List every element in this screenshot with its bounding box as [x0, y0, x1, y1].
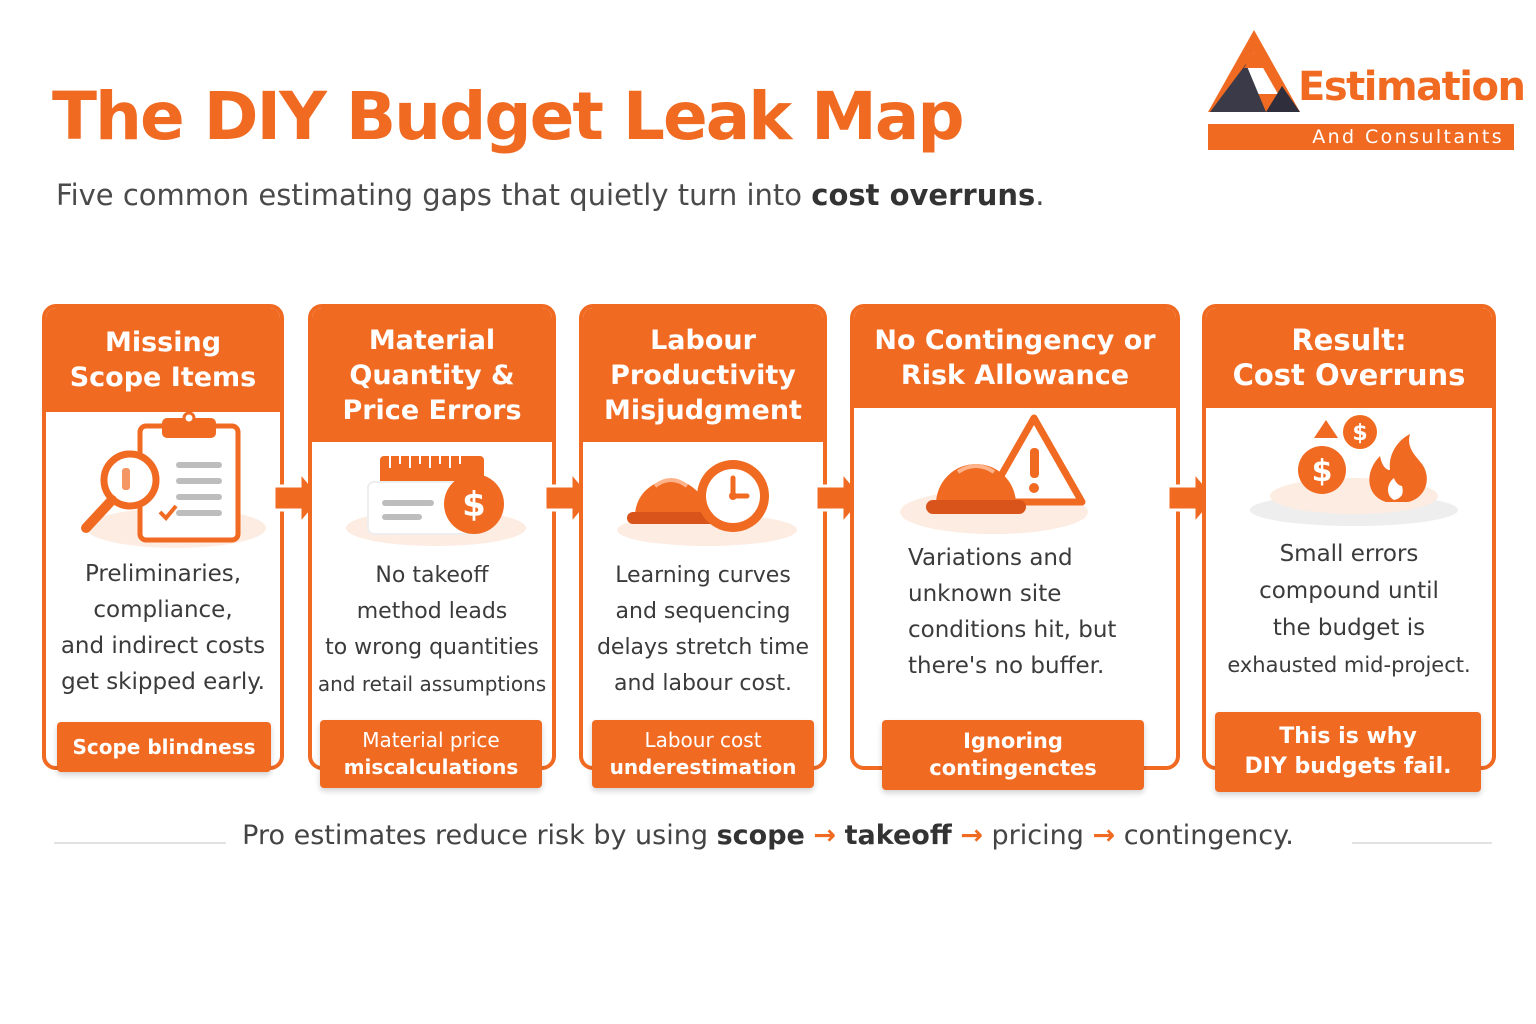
card-title-line: Cost Overruns: [1232, 358, 1466, 392]
svg-text:$: $: [1311, 454, 1333, 489]
card-title-line: Missing: [104, 327, 222, 358]
card-title-line: Risk Allowance: [900, 360, 1130, 391]
card-text-line: method leads: [356, 599, 508, 624]
arrow-right-icon: →: [813, 820, 837, 851]
clipboard-magnifier-icon: [66, 412, 266, 552]
badge-text: underestimation: [609, 755, 797, 779]
badge-text: miscalculations: [343, 755, 519, 779]
svg-text:$: $: [462, 485, 486, 525]
card-badge: [320, 720, 542, 788]
card-text-line: to wrong quantities: [325, 635, 539, 660]
card-title-line: Misjudgment: [604, 394, 802, 426]
dollar-fire-icon: [1226, 408, 1486, 536]
card-text-line: and indirect costs: [60, 633, 266, 659]
badge-text: Material price: [362, 728, 500, 752]
card-cost-overruns: [1202, 304, 1496, 770]
card-title: [46, 308, 280, 412]
card-text-line: unknown site: [908, 581, 1062, 607]
card-badge: [882, 720, 1144, 790]
card-title-line: Material: [368, 324, 496, 356]
footer-step: pricing: [991, 820, 1084, 851]
footer-step: takeoff: [844, 820, 952, 851]
card-description: [312, 554, 552, 702]
card-description: [1206, 536, 1492, 684]
card-description: [46, 552, 280, 700]
card-icon-area: [46, 412, 280, 552]
card-text-line: conditions hit, but: [908, 617, 1117, 643]
logo-tagline: And Consultants: [1208, 124, 1514, 150]
card-missing-scope: [42, 304, 284, 770]
card-text-line: Small errors: [1279, 541, 1419, 567]
page-title: The DIY Budget Leak Map: [52, 78, 963, 155]
card-badge: [57, 722, 271, 772]
card-icon-area: [1206, 408, 1492, 536]
card-icon-area: [854, 408, 1176, 540]
card-text-line: and sequencing: [615, 599, 791, 624]
badge-text: This is why: [1279, 724, 1417, 749]
card-title-line: Result:: [1291, 323, 1407, 357]
card-no-contingency: [850, 304, 1180, 770]
badge-text: DIY budgets fail.: [1244, 754, 1452, 779]
card-text-line: Preliminaries,: [84, 561, 242, 587]
hardhat-warning-icon: [884, 408, 1144, 540]
card-text-line: and labour cost.: [613, 671, 793, 696]
svg-text:$: $: [1352, 421, 1368, 446]
card-text-line: Variations and: [908, 545, 1073, 571]
card-icon-area: [312, 442, 552, 554]
subtitle-end: .: [1035, 178, 1045, 212]
arrow-right-icon: →: [960, 820, 983, 851]
card-labour-productivity: [579, 304, 827, 770]
badge-text: contingenctes: [929, 756, 1097, 780]
card-text-line: delays stretch time: [596, 635, 810, 660]
triangle-mountain-logo-icon: [1206, 28, 1306, 118]
hardhat-clock-icon: [595, 442, 815, 554]
card-text-line: compound until: [1259, 578, 1439, 604]
card-title: [1206, 308, 1492, 408]
subtitle-emphasis: cost overruns: [811, 178, 1036, 212]
card-description: [583, 554, 823, 702]
card-badge: [592, 720, 814, 788]
footer-text: Pro estimates reduce risk by using: [242, 820, 717, 851]
ruler-dollar-coin-icon: [324, 442, 544, 554]
subtitle-text: Five common estimating gaps that quietly turn into: [56, 178, 812, 212]
card-badge: [1215, 712, 1481, 792]
card-text-line: exhausted mid-project.: [1227, 653, 1471, 677]
card-description: [854, 540, 1176, 684]
card-title-line: Labour: [650, 324, 756, 356]
card-text-line: No takeoff: [375, 563, 489, 588]
company-logo: [1206, 28, 1525, 152]
card-title: [312, 308, 552, 442]
badge-text: Labour cost: [644, 728, 762, 752]
card-title: [583, 308, 823, 442]
card-text-line: get skipped early.: [61, 669, 265, 695]
card-text-line: Learning curves: [615, 563, 791, 588]
footer-step: scope: [716, 820, 805, 851]
card-text-line: compliance,: [93, 597, 233, 623]
arrow-right-icon: →: [1092, 820, 1116, 851]
card-title-line: No Contingency or: [874, 325, 1156, 356]
card-text-line: the budget is: [1272, 615, 1426, 641]
card-title-line: Productivity: [610, 359, 796, 391]
footer-summary: [0, 820, 1536, 851]
card-material-errors: [308, 304, 556, 770]
card-title-line: Scope Items: [69, 362, 257, 393]
card-icon-area: [583, 442, 823, 554]
page-subtitle: [56, 178, 1044, 212]
card-title: [854, 308, 1176, 408]
card-title-line: Quantity &: [349, 359, 515, 391]
card-text-line: and retail assumptions: [317, 672, 547, 696]
card-text-line: there's no buffer.: [908, 653, 1105, 679]
badge-text: Scope blindness: [72, 734, 256, 759]
card-title-line: Price Errors: [342, 394, 522, 426]
logo-name: Estimation: [1298, 64, 1525, 110]
badge-text: Ignoring: [963, 729, 1063, 753]
footer-step: contingency.: [1123, 820, 1294, 851]
